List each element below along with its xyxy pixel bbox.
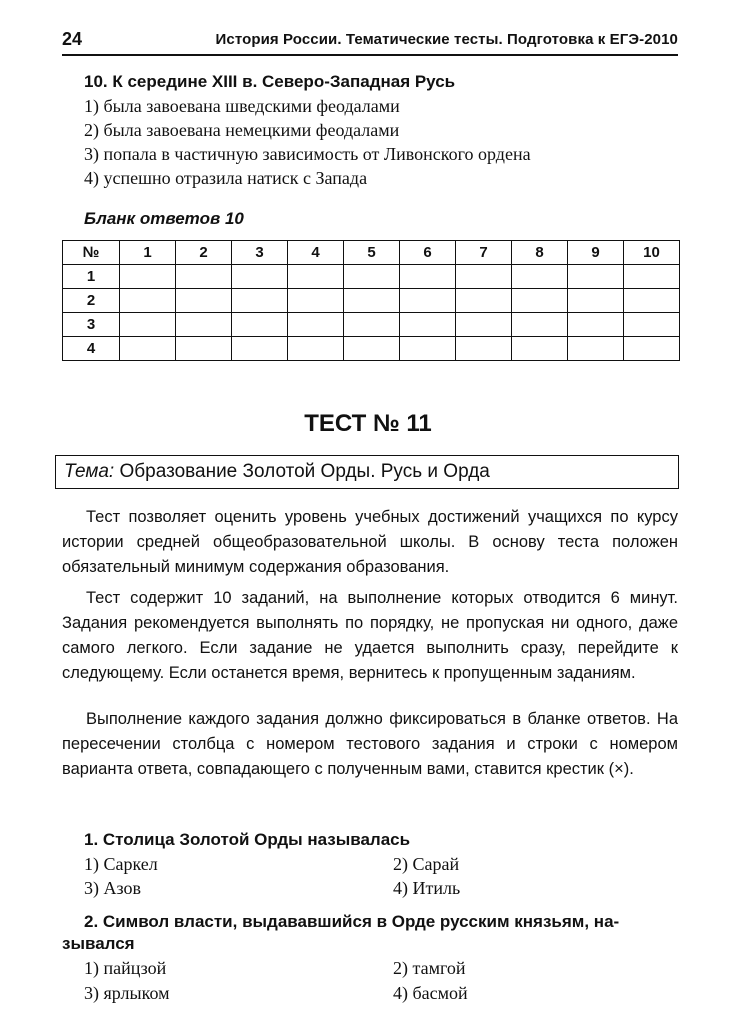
answer-cell[interactable]	[232, 265, 288, 289]
test-heading: ТЕСТ № 11	[304, 410, 432, 437]
answer-cell[interactable]	[400, 289, 456, 313]
theme-text: Образование Золотой Орды. Русь и Орда	[119, 461, 490, 482]
question-10-title: 10. К середине XIII в. Северо-Западная Русь	[84, 72, 456, 91]
question-1-option-1: 1) Саркел	[84, 854, 158, 874]
answer-cell[interactable]	[288, 265, 344, 289]
answer-sheet-column-header: 5	[344, 241, 400, 265]
answer-cell[interactable]	[456, 265, 512, 289]
answer-sheet-row-number: 3	[63, 313, 120, 337]
question-1-option-2: 2) Сарай	[393, 854, 460, 874]
answer-cell[interactable]	[512, 337, 568, 361]
answer-sheet-column-header: 2	[176, 241, 232, 265]
answer-sheet-label: Бланк ответов 10	[84, 209, 244, 228]
answer-cell[interactable]	[232, 337, 288, 361]
answer-sheet-column-header: 7	[456, 241, 512, 265]
answer-cell[interactable]	[400, 265, 456, 289]
theme-label: Тема:	[64, 461, 115, 482]
question-2-option-1: 1) пайцзой	[84, 958, 167, 978]
answer-cell[interactable]	[512, 313, 568, 337]
answer-sheet-row-number: 1	[63, 265, 120, 289]
answer-sheet-table	[62, 240, 680, 361]
question-10-option-3: 3) попала в частичную зависимость от Ливонского ордена	[84, 144, 531, 164]
answer-cell[interactable]	[288, 289, 344, 313]
answer-cell[interactable]	[624, 313, 680, 337]
answer-sheet-row-number: 4	[63, 337, 120, 361]
question-10-option-4: 4) успешно отразила натиск с Запада	[84, 168, 368, 188]
answer-sheet-row	[63, 289, 680, 313]
answer-sheet-column-header: 4	[288, 241, 344, 265]
answer-sheet-corner: №	[63, 241, 120, 265]
answer-cell[interactable]	[344, 313, 400, 337]
answer-cell[interactable]	[176, 313, 232, 337]
answer-cell[interactable]	[568, 265, 624, 289]
answer-sheet-row	[63, 265, 680, 289]
answer-cell[interactable]	[120, 289, 176, 313]
answer-cell[interactable]	[288, 313, 344, 337]
theme-box	[55, 455, 679, 489]
answer-cell[interactable]	[568, 313, 624, 337]
question-2-title-line-2: зывался	[62, 934, 135, 953]
answer-cell[interactable]	[624, 337, 680, 361]
running-header	[62, 28, 678, 56]
running-title: История России. Тематические тесты. Подготовка к ЕГЭ-2010	[215, 31, 678, 48]
answer-cell[interactable]	[400, 313, 456, 337]
answer-cell[interactable]	[344, 289, 400, 313]
answer-cell[interactable]	[512, 289, 568, 313]
answer-sheet-row-number: 2	[63, 289, 120, 313]
answer-sheet-column-header: 6	[400, 241, 456, 265]
answer-cell[interactable]	[120, 337, 176, 361]
answer-cell[interactable]	[120, 313, 176, 337]
answer-cell[interactable]	[120, 265, 176, 289]
answer-cell[interactable]	[176, 289, 232, 313]
question-1-option-3: 3) Азов	[84, 878, 141, 898]
answer-cell[interactable]	[176, 337, 232, 361]
answer-cell[interactable]	[400, 337, 456, 361]
answer-cell[interactable]	[512, 265, 568, 289]
answer-sheet-column-header: 8	[512, 241, 568, 265]
answer-cell[interactable]	[456, 337, 512, 361]
question-10-option-2: 2) была завоевана немецкими феодалами	[84, 120, 400, 140]
question-2-option-3: 3) ярлыком	[84, 983, 170, 1003]
question-1-title: 1. Столица Золотой Орды называлась	[84, 830, 411, 849]
intro-paragraph: Тест позволяет оценить уровень учебных достижений учащихся по курсу истории средней общеобразовательной школы. В основу теста положен обязательный минимум содержания образования.	[62, 508, 678, 576]
answer-cell[interactable]	[568, 337, 624, 361]
answer-cell[interactable]	[232, 313, 288, 337]
page-number: 24	[62, 29, 83, 49]
answer-cell[interactable]	[288, 337, 344, 361]
answer-sheet-row	[63, 313, 680, 337]
answer-cell[interactable]	[344, 265, 400, 289]
answer-sheet-column-header: 1	[120, 241, 176, 265]
question-2-title-line-1: 2. Символ власти, выдававшийся в Орде русским князьям, на-	[84, 912, 620, 931]
question-2-option-2: 2) тамгой	[393, 958, 466, 978]
answer-cell[interactable]	[624, 289, 680, 313]
answer-sheet-column-header: 9	[568, 241, 624, 265]
intro-paragraph: Тест содержит 10 заданий, на выполнение которых отводится 6 минут. Задания рекомендуется выполнять по порядку, не пропуская ни одного, даже самого легкого. Если задание не удается выполнить сразу, перейдите к следующему. Если останется время, вернитесь к пропущенным заданиям.	[62, 589, 678, 682]
answer-sheet-column-header: 3	[232, 241, 288, 265]
answer-cell[interactable]	[456, 289, 512, 313]
answer-cell[interactable]	[344, 337, 400, 361]
answer-cell[interactable]	[624, 265, 680, 289]
answer-sheet-column-header: 10	[624, 241, 680, 265]
question-1-option-4: 4) Итиль	[393, 878, 461, 898]
answer-sheet-row	[63, 337, 680, 361]
question-10-option-1: 1) была завоевана шведскими феодалами	[84, 96, 400, 116]
answer-cell[interactable]	[456, 313, 512, 337]
answer-cell[interactable]	[232, 289, 288, 313]
theme-line	[64, 461, 490, 483]
question-2-option-4: 4) басмой	[393, 983, 468, 1003]
answer-cell[interactable]	[568, 289, 624, 313]
answer-sheet-header-row	[63, 241, 680, 265]
intro-paragraph: Выполнение каждого задания должно фиксироваться в бланке ответов. На пересечении столбца с номером тестового задания и строки с номером варианта ответа, совпадающего с полученным вами, ставится крестик (×).	[62, 710, 678, 778]
answer-cell[interactable]	[176, 265, 232, 289]
